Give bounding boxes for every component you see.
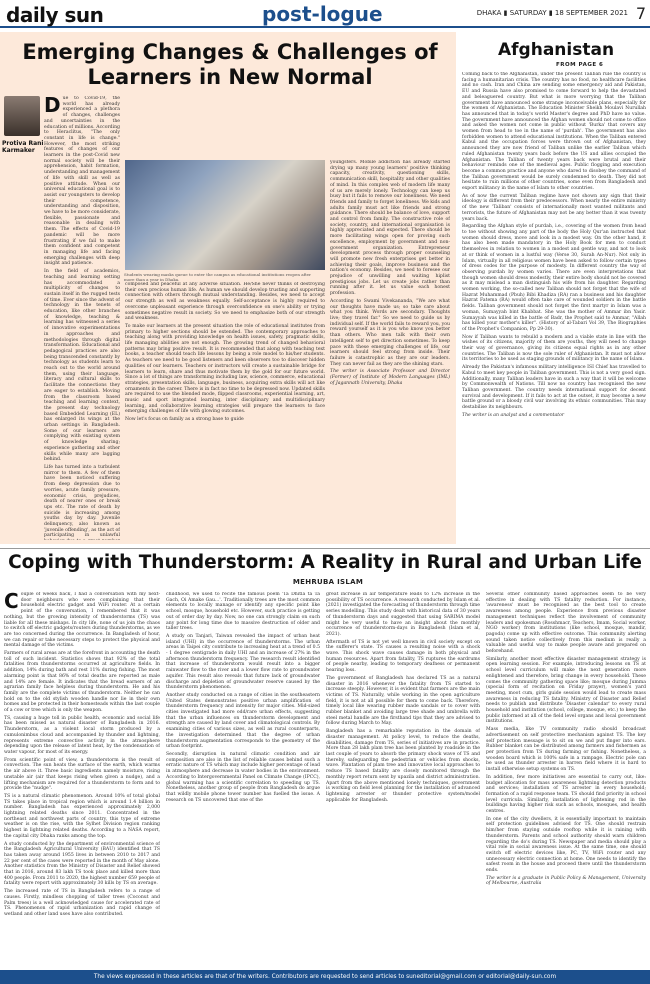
article-paragraph: To make our learners at the present situation the role of educational institutes from primary to higher sections should be extended. The contemporary approaches to teaching along with providing knowledge on health issues, safety, pragmatic skills, life managing abilities are not enough. The growing trend of changed behavioral patterns may bring positive result. It is recommended that along with teaching text books, a teacher should teach life lessons by being a role model to his/her students. As teachers we need to be good listeners and keen observers too to discover hidden qualities of our learners. Teachers or instructors will create a sustainable bridge for learners to learn, share and thus motivate them by the gold for our future world. Since a lot of things are transforming including law, science, commerce, educational strategies, presentation skills, language, business, acquiring extra skills will act like ornaments in the career. There is in fact no time to be depressed now. Updated skills are required to use the blended mode, flipped classrooms, experiential learning, art, music and sport integrated learning, inter disciplinary and multidisciplinary learning, and collaborative learning strategies will prepare the learners to face emerging challenges of life with glowing outcomes. <box>125 323 325 415</box>
author-name: MEHRUBA ISLAM <box>292 578 364 586</box>
article-paragraph: The increased rate of TS in Bangladesh refers to a range of causes. Firstly, mindless chopping of taller trees (Coconut and Palm trees) is a well acknowledged cause for accelerated rate of TS. Phenomenon of rapid urbanization and rapid change of wetland and other land uses have also contributed. <box>4 889 160 917</box>
article-column <box>125 282 325 540</box>
footer-disclaimer: The views expressed in these articles are that of the writers. Contributors are requested to send articles to suneditorial@gmail.com or editorial@daily-sun.com <box>0 970 650 984</box>
article-title: Emerging Changes & Challenges of Learners in New Normal <box>22 40 438 89</box>
article-column <box>4 592 160 964</box>
article-paragraph: In one of the city dwellers, it is essentially important to maintain self protection guidelines advised for TS. One should restrain him/her from staying outside rooftop while it is raining with thunderstorm. Parents and school authority should warn children regarding the do's during TS. Newspaper and media should play a vital role in social awareness issue. At the same time, one should switch off electric devices like, PC, TV, WiFi router and any unnecessary electric connection at home. One needs to identify the safest room in the house and proceed there until the thunderstorm ends. <box>486 816 646 874</box>
author-bio: The writer is a graduate in Public Policy & Management, University of Melbourne, Australia <box>486 875 646 887</box>
article-paragraph: Coming back to the Afghanistan, under the present Taliban rule the country is facing a humanitarian crisis. The country has no food, no healthcare facilities and no cash. Iran and China are sending some emergency aid and Pakistan, EU and Russia have also promised to come forward to help the devastated and beleaguered country. But what is more worrying that the Taliban government have announced some strange inconceivable plans, especially for the women of Afghanistan. The Education Minister Sheikh Moulavi Nurullah has announced that in today's world Master's degree and PhD have no value. The government have announced the Afghan women should not come to office and asked the women not come in public without 'Burka' that covers any women from head to toe in the name of 'purdah'. The government has also forbidden women to attend educational institutions. When the Taliban entered Kabul and the occupation forces were thrown out of Afghanistan, they announced they are now friend of Taliban unlike the earlier Taliban which ruled Afghanistan twenty years back before the US and allies occupied the Afghanistan. The Taliban of twenty years back were brutal and their behaviour reminds one of the medieval ages. Public flogging and execution become a common practice and anyone who dared to disobey the command of the Taliban government would be surely condemned to death. They did not hesitate to ruin millions of other countries, some even from Bangladesh and export militancy in the name of Islam to other countries. <box>462 72 646 192</box>
article-paragraph: In addition, few more initiatives are essential to carry out, like: budget allocation for mass awareness lightning detection products and services; installation of TS arrester in every household; formation of a rapid response team. TS should find priority in school level curricula. Similarly, installation of lightening rod in the buildings having higher risk such as schools, mosques, and health centres. <box>486 774 646 815</box>
article-column <box>166 592 320 964</box>
page-number: 7 <box>635 4 646 23</box>
author-bio: The writer is Associate Professor and Director (Former) of Institute of Modern Languages (IML) of Jagannath University, Dhaka <box>330 369 450 386</box>
article-paragraph: The government of Bangladesh has declared TS as a natural disaster in 2016 whenever the fatality from TS started to increase steeply. However, it is evident that farmers are the main victims of TS. Naturally, while working in the open agriculture field, it is not at all possible for them to come back. Therefore, timely local like wearing rubber made sandals or to cover with rubber blanket and avoiding large tree shade and umbrella with steel metal handle are the firsthand tips that they are advised to follow during March to May. <box>326 675 480 727</box>
newspaper-logo[interactable]: daily sun <box>6 3 104 27</box>
article-paragraph: composed and peaceful at any adverse situation. He/She never thinks of destroying their own precious human life. As human we should develop trusting and supporting connection with others through mutual understanding. Besides, we need to accept our strength as well as weakness equally. Self-acceptance is highly required to overcome unpleasant experience through overconfidence on one's ability or trying sometimes negative result in society. So we need to emphasize both of our strength and weakness. <box>125 282 325 322</box>
article-column <box>462 72 646 542</box>
drop-cap: C <box>4 592 19 613</box>
article-paragraph: Aftermath of TS is not yet well known in civil society except on the sufferer's state. TS causes a resulting noise with a shock wave. This shock wave causes damage in both physical and human resources. Apart from fatality, TS ruptures the eardrums of people nearby, leading to temporary deafness or permanent hearing loss. <box>326 639 480 674</box>
article-column <box>44 96 120 540</box>
article-column <box>326 592 480 964</box>
article-column <box>486 592 646 964</box>
drop-cap: D <box>44 96 61 117</box>
section-divider <box>0 548 650 549</box>
author-bio: The writer is an analyst and a commentator <box>462 412 565 418</box>
article-paragraph: Farmers of rural areas are at the forefront in accounting the death toll of such incident. Statistics shows that 92% of the total fatalities from thunderstorms occurred at agriculture fields. In addition, 14% during bath and rest 11% during fishing. The most alarming point is that 86% of total deaths are reported as male and 14% are female. It indicates that the bread earners of an agrarian family face helpless during thunderstorm. He and his family are the complete victims of thunderstorm. Neither he can hold on to the old stylish wooden handle nor lie in their own homes and be protected in their homesteads within the last couple of a cow or tree which is only the weapon. <box>4 651 160 714</box>
continued-from-label: FROM PAGE 6 <box>556 62 604 68</box>
article-paragraph: Similarly, another most effective disaster management strategy is open learning session. For example, introducing lessons on TS at school level curriculum will make the next generation more enlightened and therefore, bring change in every household. These comes the community gathering space like; mosque during Jumma (special form of recitation on Friday prayer), women's yard meeting, moot cum, girls guide session would lead to create mass awareness in reducing TS fatality. Ministry of Disaster and Relief needs to publish and distribute 'Disaster calendar' to every rural household and institution (school, college, mosque, etc.) to keep the public informed at all of the field level organs and local government institutions. <box>486 656 646 725</box>
masthead <box>0 0 650 28</box>
article-paragraph: youngsters. Mobile addiction has already started drying up many young learners' positive thinking capacity, creativity, questioning skills, communication skill, hospitality and other qualities of mind. In this complex web of modern life many of us are merely lonely. Technology can keep us busy but it fails to remove our loneliness. We need friends and family to forget loneliness. We kids and adults family must act like friends and strong guidance. There should be balance of love, support and control from family. The constructive role of society, country, and international organisation is highly appreciated and expected. There should be more facilitating wings open for proving such excellence, employment by government and non-government organization. Entrepreneur development process through proper counseling will promote new fresh enterprises get better in achieving their goals, improve business and the nation's economy. Besides, we need to foresee our prejudice of unwilling and waiting hiplist prestigious jobs. Let us create jobs rather than running after it. let us value each honest profession. <box>330 160 450 297</box>
article-paragraph: According to Swami Vivekananda, "We are what our thoughts have made us; so take care about what you think. Words are secondary. Thoughts live; they travel far." So we need to guide us by individual self. If the world fails to reward you, you reward yourself as it is you who know you better than others. Who men talk with their own intelligent self to get direction sometimes. To keep pace with these emerging challenges of life, our learners should feel strong from inside. Their failure is catastrophic as they are our leaders. They can never fail as they are the shining stars. <box>330 298 450 367</box>
article-paragraph: From scientific point of view, a thunderstorm is the result of convection. The sun heats the surface of the earth, which warms the air above it. Three basic ingredients namely moisture, rising unstable air (air that keeps rising when given a nudge), and a lifting mechanism are required for a thunderstorm to form and to provide the "nudge". <box>4 757 160 792</box>
article-paragraph: Now if Taliban wants to rebuild a modern and a viable state in line with the wishes of its citizens, majority of them are youths, they will need to change their way of governance, giving its citizens equal rights as in any other countries. The Taliban is now the sole ruler of Afghanistan. It must not allow its territories to be used as staging grounds of militancy in the name of Islam. <box>462 334 646 363</box>
article-paragraph: Another study conducted on a range of cities in the southeastern United States demonstrates positive urban amplification of thunderstorm frequency and intensity for major cities. Mid-sized cities investigated had more odd/rare urban effects, suggesting that the urban influences on thunderstorm development and strength are caused by land cover and climatological controls. By examining cities of various sizes, as well as rural counterparts, the investigation determined that the degree of urban thunderstorm augmentation corresponds to the geometry of the urban footprint. <box>166 692 320 750</box>
dateline: DHAKA ▮ SATURDAY ▮ 18 SEPTEMBER 2021 <box>476 9 628 17</box>
article-paragraph: Several other community based approaches seem to be very effective in dealing with TS fatality reduction. For instance, 'awareness' must be recognised as the best tool to create awareness among people. Experience from previous disaster management techniques reflect the involvement of community leaders and spokesman (Rosshmacr, Teachers, Imam, Social worker, NGO worker) from institutions (like school, mosque, mandir, pagoda) come up with effective outcome. This community alerting sound taken notice collectively from this medium is really a valuable and useful way to make people aware and prepared on beforehand. <box>486 592 646 655</box>
article-photo <box>125 160 325 270</box>
sidebar-article-title: Afghanistan <box>498 40 615 60</box>
article-paragraph: Bangladesh has a remarkable reputation in the domain of disaster management. At policy level, to reduce the deaths, disabilities, damage from TS, series of initiatives are in practice. More than 28 lakh plam tree has been planted by roadside in the last couple of years to absorb the primary shock wave of TS and thereby, safeguarding the pedestrian or vehicles from shocks, wave. Plantation of plam tree and innovative local approaches to reduce TS based fatality are closely monitored through the monthly report return sent by upazila and district administration. Apart from the above mentioned lonely techniques, government is working on field level planning for the installation of advanced lightening arrester or thunder protective system/model applicable for Bangladesh. <box>326 729 480 803</box>
article-paragraph: Due to Covid-19, the world has already experienced a plethora of changes, challenges and uncertainties in the education of millions. According to Heraclitus, "The only constant in life is change." However, the most striking features of changes of our learners in the post-Covid new normal society will be their apprehension, habit formation, understanding and management of life with skill as well as positive attitude. When our universal educational goal is to assist our youngsters to develop their competence, understanding and disposition, we have to be more considerate, flexible, passionate and reasonable in dealing with them. The effects of Covid-19 pandemic will be more frustrating if we fail to make them confident and competent in managing life and facing emerging challenges with deep insight and patience. <box>44 96 120 267</box>
article-paragraph: Regarding the Afghan style of purdah, i.e., covering of the women from head to toe without showing any part of the body the Holy Qur'an instructed that women should dress, move and look in a modest way. On the other hand, it has also been made mandatory in the Holy Book for men to conduct themselves in relation to women in a modest and gentle way, and not to look at or think of women in a lustful way (Verse 30, Surah An-Nur). Not only in Islam, virtually in all religious women have been asked to follow certain types of dress codes for the purpose of modesty. In different country the way of observing purdah by women varies. There are even interpretations that though women should dress modestly, their entire body should not be covered as it may mislead a man distinguish his wife from his daughter. Regarding women working, the so-called new Taliban should not forget that the wife of Hazrat Muhammad (Pbuh) Bibi Khadiza (RA) ran a business and his daughter Hazrat Fatema (RA) would often take care of wounded soldiers in the battle fields. Taliban government should not forget the first martyr in Islam was a woman, Sumayyah bint Khabbat. She was the mother of Ammar ibn Yasir. Sumayyah was killed in the battle of Badr, the Prophet said to Ammar, "Allah has killed your mother's killer". (History of al-Tabari Vol 39, The Biographies of the Prophet's Companion, Pp 29-30). <box>462 224 646 332</box>
article-paragraph: As of now the current Taliban regime have not shown any sign that their ideology is different from their predecessors. When nearly the entire ministry of the new 'Taliban' consists of internationally most wanted militants and terrorists, the future of Afghanistan may not be any better than it was twenty years back. <box>462 193 646 222</box>
article-paragraph: In the field of academics, teaching and learning setting has accommodated a multiplicity of changes to sustain itself in the rugged tests of time. Ever since the advent of technology in the tenets of education, like other branches of knowledge, teaching & learning has witnessed a series of innovative experimentations in approaches and methodologies through digital transformation. Educational and pedagogical practices are also being transcended constantly by technology as students learn to reach out to the world around them, using their language, literacy and cultural skills to facilitate the connections they are eager to establish. Moving from the classroom based teaching and learning context, the present day technology based Embedded Learning (EL) has enlarged its wings at the urban settings in Bangladesh. Some of our learners are complying with existing system of knowledge sharing; experience gathering and other skills while many are lagging behind. <box>44 269 120 463</box>
article-paragraph: great increase in air temperature leads to 12% increase in the possibility of TS occurrence. A research conducted by Islam et al. (2021) investigated the forecasting of thunderstorm through time series modelling. This study dealt with historical data of 30 years of thunderstorm days and suggested that using SARIMA model might be very useful to have an insight about the monthly occurrence of thunderstorm-days in Bangladesh (Islam et al, 2021). <box>326 592 480 637</box>
article-paragraph: childhood, we used to recite the famous poem 'Ta Dhitla ta Ta Gach, Oi Amake Gau...'. Traditionally trees are the most common elements to locally manage or identify any specific point like school, mosque, household etc. However, such practice is getting out of order day by day. Now, no one can strongly claim on such any point for long time due to massive destruction of older and taller trees. <box>166 592 320 632</box>
article-paragraph: Mass media, like TV community radio should broadcast advertisement on self protective mechanism against TS. The key self protection message is to sit on we and put finger into ears. Rubber blanket can be distributed among farmers and fishermen as per protection from TS during farming or fishing. Nonetheless, a wooden board which is 100% safe in a rampage. Electric pole can be used as thunder arrester in barren field where it is hard to install otherwise setup systems on TS. <box>486 727 646 773</box>
article-paragraph: Secondly, disruption in natural climatic condition and air composition are also in the list of reliable causes behind such a erratic nature of TS which may include higher percentage of lead in atmosphere and decrease in water bodies in the environment. According to Intergovernmental Panel on Climate Change (IPCC), global warming has a scientific correlation to speeding up TS. Nonetheless, another group of people from Bangladesh do argue that wildly mobile phone tower number has fuelled the issue. A research on TS uncovered that one of the <box>166 751 320 803</box>
article-paragraph: Now let's focus on family as a strong base to guide <box>125 417 244 423</box>
article-column <box>330 160 450 540</box>
photo-caption: Students wearing masks queue to enter the campus as educational institutions reopen after more than a year in Dhaka. <box>124 272 311 282</box>
author-photo <box>4 96 40 136</box>
article-paragraph: Couple of weeks back, I had a conversation with my next-door neighbours who were complaining that their household electric gadget and WiFi router. At a certain point of the conversation, I remembered that it was nothing, but the growing intensity of thunderstorms (TS) was liable for all these mishaps. In city life, none of us join the chaos to switch off electric gadgets/routers during thunderstorms, as we are too concerned during the occurrence. In Bangladesh of hour, we can repair or take necessary steps to protect the physical and mental damage of the victims. <box>4 592 160 649</box>
article-paragraph: Life has turned into a turbulent mirror to them. A few of them have been noticed suffering from deep depression due to worries, acute family pressure, economic crisis, prejudices, death of nearer ones or break ups etc. The rate of death by suicide is increasing among youths day by day. Juvenile delinquency, also known as 'juvenile offending', as the act of participating in unlawful <box>44 465 120 539</box>
article-paragraph: Already the Pakistan's infamous military intelligence ISI Chief has travelled to Kabul to meet key people in Taliban government. This is not a very good sign. Additionally, many Taliban leaders have in such a way that it will be welcome by Commonwealth of Nations. Till now no country has recognised the new Taliban government. The country needs international support for decent survival and development. If it fails to act at the outset, it may become a new battle ground or a bloody civil war involving its ethnic communities. This may destabilise its neighbours. <box>462 365 646 411</box>
article-title: Coping with Thunderstorm: A Reality in Rural and Urban Life <box>8 552 642 573</box>
article-paragraph: A study conducted by the department of environmental science of the Bangladesh Agricultural University (BAU) identified that TS has taken away around 1955 lives in between 2010 to 2017 and 22 per cent of the cases were reported in the month of May alone. Another statistics from the Ministry of Disaster and Relief showed that in 2016, around 83 lakh TS took place and killed more than 400 people. From 2011 to 2020, the highest number 659 people of fatality were report with approximately 30 kills by TS on average. <box>4 841 160 887</box>
article-paragraph: A study on Tanjari, Taiwan revealed the impact of urban heat island (UHI) in the occurrence of thunderstorms. The urban areas in Taipei city contribute to increasing heat at a trend of 0.5 - 1 degree centigrade in daily UHI and an increase of 27% in the afternoon thunderstorm frequency. The research result identified that increase of thunderstorm would result into a bigger rainwater flow to the river and a lower flow rate to groundwater aquifer. This result also reveals that future lack of groundwater discharge and depletion of groundwater reserve caused by the thunderstorm phenomenon. <box>166 633 320 691</box>
author-name: Protiva Rani Karmaker <box>2 140 44 154</box>
article-paragraph: TS is a natural climatic phenomenon. Around 10% of total global TS takes place in tropical region which is around 1.4 billion in number. Bangladesh has experienced approximately 2,000 lightning related deaths since 2011. Concentrated in the northeast and northwest parts of country, this type of extreme weather is on the rise, with the Sylhet Division region ranking highest in lightning related deaths. According to a NASA report, the capital city Dhaka ranks among the top. <box>4 793 160 839</box>
article-paragraph: TS, causing a huge toll in public health, economic and social life has been missed as natural disaster of Bangladesh in 2016. Thunderstorm, as a violent local storm produced by a cumulonimbus cloud and accompanied by thunder and lightning, represents extreme convective activity in the atmosphere depending upon the release of latent heat, by the condensation of water vapour, for most of its energy. <box>4 715 160 755</box>
section-title: post-logue <box>262 2 383 26</box>
